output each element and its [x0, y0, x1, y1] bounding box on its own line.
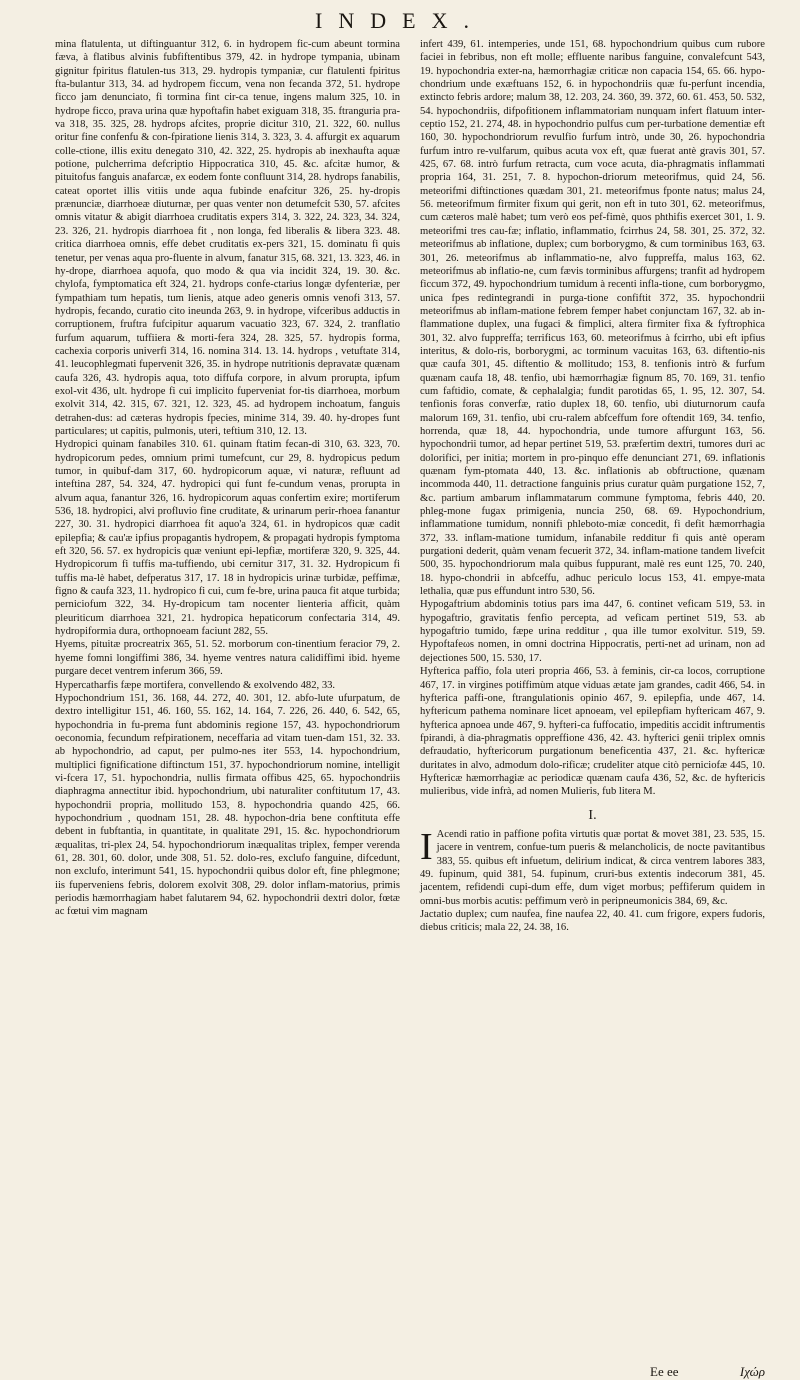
index-entry-jactatio: Jactatio duplex; cum naufea, fine naufea 22, 40. 41. cum frigore, expers fudoris, diebus criticis; mala 22, 24. 38, 16. — [420, 909, 765, 934]
index-entry-hyems: Hyems, pituitæ procreatrix 365, 51. 52. morborum con-tinentium feracior 79, 2. hyeme fomni longiffimi 386, 34. hyeme ventres natura calidiffimi ibid. hyeme purgare decet ventrem inferum 366, 59. — [55, 639, 400, 678]
index-entry-hypogastrium: Hypogaftrium abdominis totius pars ima 447, 6. continet veficam 519, 53. in hypogaftrio, gravitatis fenfio percepta, ad veficam pertinet 519, 53. ab hypogaftrio tumido, fæpe urina redditur , qua ille tumor exolvitur. 519, 59. Hypoftafeωs nomen, in omni doctrina Hippocratis, perti-net ad urinam, non ad dejectiones 500, 15. 530, 17. — [420, 599, 765, 664]
signature-mark: Ee ee — [650, 1364, 679, 1379]
right-column — [420, 38, 765, 935]
running-head: INDEX. — [315, 8, 485, 33]
index-entry-hypochondrium: Hypochondrium 151, 36. 168, 44. 272, 40. 301, 12. abfo-lute ufurpatum, de dextro intelligitur 151, 46. 160, 55. 162, 14. 164, 7. 226, 26. 440, 6. 542, 65, hypochondria in fu-prema funt abdominis regione 157, 43. hypochondriorum oeconomia, fecundum refpirationem, neceffaria ad vitam tuen-dam 151, 32. 33. ab hypochondrio, ad caput, per pulmo-nes iter 553, 14. hypochondrium, multiplici fignificatione diftinctum 151, 37. hypochondriorum nomine, intelligit vi-fcera 17, 51. hypochondria, nullis firmata offibus 425, 65. hypochondriis diaphragma annectitur ibid. hypochondrium, ubi naturaliter conftitutum 17, 43. hypochondrii propria, mollitudo 153, 8. hypochondria quando 425, 66. hypochondrium , quodnam 151, 28. 48. hypochon-dria bene conftituta effe debent in fubftantia, in quantitate, in qualitate 291, 15. &c. hypochondriorum æqualitas, tri-plex 24, 54. hypochondriorum inæqualitas triplex, femper verenda 61, 28. 301, 60. dolor, unde 308, 51. 52. dolo-res, exclufo fanguine, difcedunt, non exclufo, interimunt 541, 15. hypochondrii quibus dolor eft, fine phlegmone; iis fuperveniens febris, dolorem exolvit 308, 29. dolor inflam-matorius, primis periodis hæmorrhagiam habet falutarem 94, 62. hypochondrii dextri dolor, fœtæ ac fœtui vim magnam — [55, 692, 400, 918]
index-entry-hydrops: mina flatulenta, ut diftinguantur 312, 6. in hydropem fic-cum abeunt tormina fæva, à flatibus alvinis fubfiftentibus 379, 42. in hydrope tympania, ubinam gignitur fpiritus flatulen-tus 313, 29. hydropis tympaniæ, cur flatulenti fpiritus fta-bulantur 313, 34. ad hydropem ficcum, vena non fecanda 372, 51. hydrope ficco jam denunciato, fi tormina fint cir-ca tenue, ingens malum 325, 10. in hydrope ficco, prava urina quæ hypoftafin habet exiguam 318, 35. ftranguria pra-va 318, 35. 325, 28. hydrops afcites, proprie dicitur 310, 21. 322, 60. nullus oritur fine confenfu & con-fpiratione lienis 314, 3. 323, 3. 4. affurgit ex aquarum colle-ctione, illis exitu denegato 310, 42. 322, 25. hydropis ab inexhaufta aquæ potione, pulcherrima defcriptio Hippocratica 310, 45. &c. afcitæ humor, & pituitofus fanguis anafarcæ, ex eodem fonte confluunt 314, 28. hydrops fanabilis, cateat oportet illis vitiis unde aqua fubinde enafcitur 326, 25. hy-dropis prænunciæ, diarrhoeæ diuturnæ, per quas venter non detumefcit 530, 57. afcites omnis vitatur & abigit diarrhoea cruditatis expers 314, 3. 322, 24. 323, 34. 324, 23. 326, 21. hydropis diarrhoea fit , non longa, fed liberalis & libera 323. 48. critica diarrhoea omnis, effe debet cruditatis ex-pers 321, 15. dominatu fi quis tenetur, per venas aqua pro-fluente in alvum, fanatur 315, 68. 321, 13. 323, 46. in hy-drope, diarrhoea aquofa, quo modo & qua via incidit 324, 19. 30. &c. chylofa, fymptomatica eft 324, 21. hydrops confe-ctarius longæ dyfenteriæ, per fympathiam tum hepatis, tum lienis, atque adeo generis omnis venofi 313, 57. hydropis, fecando, curatio cito ineunda 263, 9. in hydrope, vifceribus adductis in corruptionem, fruftra fufcipitur aquarum vacuatio 323, 67. 324, 2. tranflatio furfum aquarum, tuffiiera & morti-fera 324, 28. 325, 57. hydropis forma, cachexia corporis univerfi 314, 16. nomina 314. 13. 14. hydrops , vetuftate 314, 41. leucophlegmati fupervenit 326, 35. in hydrope nutritionis depravatæ quænam caufa 326, 43. hydropis aqua, toto diffufa corpore, in alvum prorupta, ipfum exol-vit 436, ult. hydrope fi cui implicito fuperveniat for-tis diarrhoea, morbum exolvit 314, 42. 315, 67. 321, 12. 323, 45. ad hydropem inchoatum, fanguis detrahen-dus: ad cæteras hydropis fpecies, minime 314, 39. 40. hy-dropes funt particulares; ut capitis, pulmonis, uteri, teftium 310, 12. 13. — [55, 39, 400, 437]
index-entry-hypochondrium-cont: infert 439, 61. intemperies, unde 151, 68. hypochondrium quibus cum rubore faciei in febribus, non eft molle; effluente naribus fanguine, convalefcunt 543, 19. hypochondria exter-na, hæmorrhagiæ criticæ non capacia 154, 65. 66. hypo-chondrium unde exæftuans 152, 6. in hypochondriis quæ fu-perfunt incendia, extincto febris ardore; malum 38, 12. 203, 24. 360, 39. 372, 60. 61. 453, 50. 532, 54. hypochondriis, difpofitionem inflammatoriam nunquam infert flatuum inter-ceptio 152, 21. 274, 48. in hypochondrio pulfus cum per-turbatione dementiæ eft 160, 30. hypochondriorum revulfio furfum intrò, unde 30, 26. hypochondria furfum intro re-vulfarum, quibus acuta vox eft, quæ fuerat antè gravis 301, 57. 425, 67. 68. intrò furfum retracta, cum voce acuta, dia-phragmatis inflammati propria 164, 31. 251, 7. 8. hypochon-driorum meteorifmus, quid 24, 56. meteorifmi diftinctiones quædam 301, 21. meteorifmus fponte natus; malus 24, 56. meteorifmum firmiter fixum qui gerit, non eft in tuto 301, 62. meteorifmus, cum cæteros malè habet; tum verò eos pef-fimè, quos phthifis exercet 301, 1. 9. meteorifmi tres cau-fæ; inflatio, inflammatio, fcirrhus 24, 58. 301, 25. 372, 32. meteorifmus ab inflatione, duplex; cum borborygmo, & cum torminibus 163, 63. 301, 26. meteorifmus ab inflammatio-ne, alvo fuppreffa, malus 163, 62. meteorifmus ab inflatio-ne, cum fævis torminibus affurgens; tranfit ad hydropem ficcum 372, 49. hypochondrium tumidum à recenti infla-tione, cum borborygmo, unica fpes redintegrandi in purga-tione confiftit 372, 35. hypochondrii meteorifmus ab inflam-matione febrem femper habet conjunctam 167, 32. ab in-flammatione duplex, una fugaci & fimplici, altera firmiter fixa & fyftrophica 301, 32. alvo fuppreffa; terrificus 163, 60. meteorifmus à fcirrho, ubi eft ipfius interitus, & dolo-ris, borborygmi, ac torminum vacuitas 163, 63. diftentio-nis quæ caufa 301, 45. diftentio & mollitudo; 153, 8. tenfionis intrò & furfum quænam caufa 18, 48. tenfio, ubi hæmorrhagiæ fignum 85, 70. 169, 31. tenfio cum faftidio, comate, & cephalalgia; fundit parotidas 65, 1. 95, 12. 307, 54. tenfionis foras converfæ, ratio duplex 18, 60. tenfio, ubi diuturnorum caufa malorum 169, 31. tenfio, ubi cru-ralem abfceffum fore oftendit 169, 34. tenfio, horrenda, quæ 18, 44. hypochondria, unde tumore affurgunt 163, 56. hypochondrii tumor, ad hepar pertinet 519, 53. præfertim dextri, tumores duri ac dolorifici, per initia; mortem in pro-pinquo effe denunciant 271, 69. inflationis quænam fym-ptomata 440, 13. &c. inflationis ab obftructione, quænam incommoda 440, 11. detractione fanguinis prius curatur quàm purgatione 152, 7, &c. partium ambarum inflammatarum commune fymptoma, febris 440, 20. phleg-mone fugax primigenia, nuncia 250, 68. 69. Hypochondrium, inflammatione tumidum, nonnifi phleboto-miæ concedit, fi defit hæmorrhagia 372, 33. inflam-matione tumidum, infanabile redditur fi quis antè operam purgationi dederit, quàm venam fecuerit 372, 34. inflam-matione tandem livefcit 500, 35. hypochondriorum mala quibus fuppurant, malè res eunt 125, 70. 240, 18. hypo-chondrii in abfceffu, adhuc periculo locus 153, 41. empye-mata lethalia, quæ pus effundunt intro 530, 56. — [420, 39, 765, 598]
index-entry-hydropici: Hydropici quinam fanabiles 310. 61. quinam ftatim fecan-di 310, 63. 323, 70. hydropicorum pedes, omnium primi tumefcunt, cur 29, 8. hydropicus pedum tumor, in quibuf-dam 317, 60. hydropicorum aquæ, vi naturæ, refluunt ad inteftina 287, 54. 324, 47. hydropici qui funt fe-cundum venas, prorupta in alvum aqua, fanantur 326, 16. hydropicorum aquas confertim exire; mortiferum 536, 18. hydropici, alvi profluvio fine cruditate, & urinarum perir-rhoea fanantur 227, 30. 31. hydropici diarrhoea fit aquo'a 324, 61. in hydropicos quæ cadit epilepfia; & cau'æ ipfius propagantis hydropem, & propagati hydropis fymptoma eft 320, 56. 57. ex hydropicis quæ veniunt epi-lepfiæ, mortiferæ 320, 9. 325, 44. Hydropicorum fi tuffis ma-tuffiendo, ubi cernitur 317, 31. 32. Hydropicum fi tuffis ma-lè habet, defperatus 317, 17. 18 in hydropicis urinæ turbidæ, peffimæ, figno & caufa 323, 11. hydropico fi cui, cum fe-bre, urina pauca fit atque turbida; perniciofum 322, 34. Hy-dropicum tam nocenter lienteria afficit, quàm pleuriticum diarrhoea 321, 21. hydropica hepaticorum confectaria 314, 49. hydropiformia dura, orthopnoeam faciunt 282, 55. — [55, 439, 400, 638]
catchword: Ιχώρ — [739, 1364, 765, 1379]
index-entry-jacendi — [420, 825, 765, 908]
left-column — [55, 38, 400, 919]
letter-heading: I. — [588, 807, 597, 823]
index-entry-jacendi-text: Acendi ratio in paffione pofita virtutis quæ portat & movet 381, 23. 535, 15. jacere in ventrem, confue-tum pueris & melancholicis, de nocte pavitantibus 383, 55. quibus eft infuetum, delirium indicat, & circa ventrem labores 383, 49. fupinum, quid 381, 54. fupinum, cruri-bus extentis indecorum 381, 45. jacentem, refidendi cupi-dum effe, dum viget morbus; peffiferum quidem in omni-bus morbis acutis: peffimum verò in peripneumonicis 384, 69, &c. — [420, 828, 765, 907]
index-entry-hysterica: Hyfterica paffio, fola uteri propria 466, 53. à feminis, cir-ca locos, corruptione 467, 17. in virgines potiffimùm atque viduas ætate jam grandes, cadit 466, 54. in hyfterica paffi-one, ftrangulationis opinio 467, 9. epilepfia, unde 467, 14. hyftericum pathema nominare licet apnoeam, vel epilepfiam hyftericam 467, 9. hyfterica apnoea unde 467, 9. hyfteri-ca fuffocatio, impeditis accidit inftrumentis fpirandi, à dia-phragmatis oppreffione 436, 42. 43. hyfterici genii triplex omnis defraudatio, hyftericorum purgationum beneficentia 437, 21. &c. hyftericæ duritates in alvo, admodum dolo-rificæ; crudeliter atque citò perniciofæ 445, 10. Hyftericæ hæmorrhagiæ ac periodicæ quænam caufa 436, 52, &c. de hyftericis mulieribus, vide infrà, ad nomen Mulieris, fub litera M. — [420, 666, 765, 798]
index-entry-hypercatharsis: Hypercatharfis fæpe mortifera, convellendo & exolvendo 482, 33. — [55, 679, 336, 691]
drop-cap: I — [420, 825, 433, 868]
